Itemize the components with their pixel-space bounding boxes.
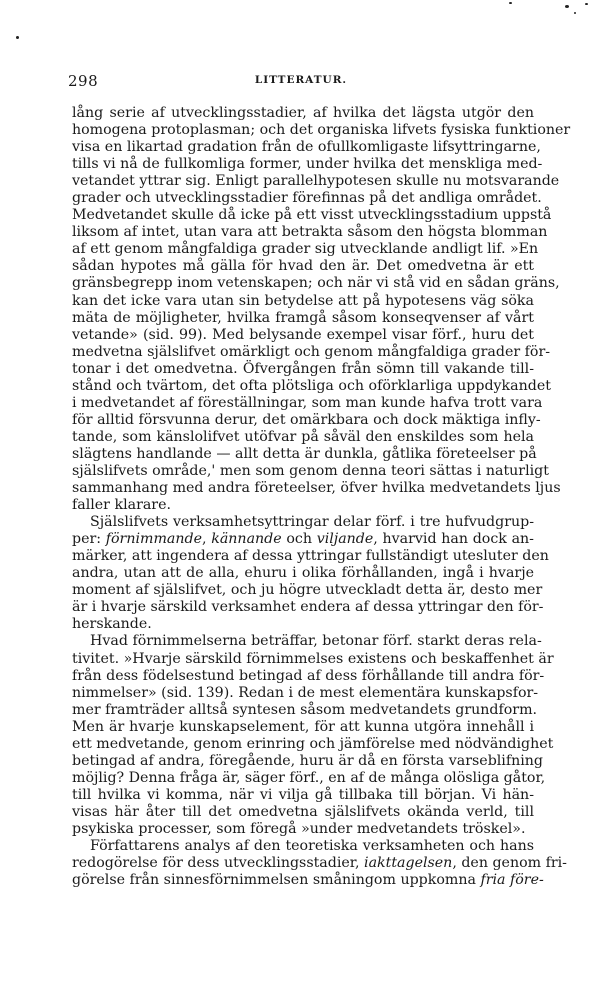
text-line: tivitet. »Hvarje särskild förnimmelses existens och beskaffenhet är — [72, 650, 554, 667]
text-line: i medvetandet af föreställningar, som man kunde hafva trott vara — [72, 394, 543, 411]
page-header — [68, 72, 534, 92]
text-line: liksom af intet, utan vara att betrakta såsom den högsta blomman — [72, 224, 548, 241]
text-line: vetandet yttrar sig. Enligt parallelhypotesen skulle nu motsvarande — [72, 173, 560, 190]
text-line-mixed — [72, 855, 567, 872]
text-line: Författarens analys af den teoretiska verksamheten och hans — [90, 838, 534, 855]
text-line: tills vi nå de fullkomliga former, under hvilka det menskliga med- — [72, 156, 543, 173]
running-head: LITTERATUR. — [254, 74, 348, 86]
text-line-mixed — [72, 872, 544, 889]
text-line: nimmelser» (sid. 139). Redan i de mest elementära kunskapsfor- — [72, 684, 539, 701]
text-line: stånd och tvärtom, det ofta plötsliga och oförklarliga uppdykandet — [72, 377, 551, 394]
text-segment: görelse från sinnesförnimmelsen småningom uppkomna — [72, 872, 481, 889]
text-line: tonar i det omedvetna. Öfvergången från sömn till vakande till- — [72, 360, 534, 377]
text-line: gränsbegrepp inom vetenskapen; och när vi stå vid en sådan gräns, — [72, 275, 560, 292]
text-line: kan det icke vara utan sin betydelse att på hypotesens väg söka — [72, 292, 534, 309]
text-segment: , — [202, 531, 212, 548]
ink-speck — [16, 36, 19, 39]
text-line: slägtens handlande — allt detta är dunkla, gåtlika företeelser på — [72, 445, 537, 462]
text-line: ett medvetande, genom erinring och jämförelse med nödvändighet — [72, 735, 554, 752]
text-line: homogena protoplasman; och det organiska lifvets fysiska funktioner — [72, 122, 571, 139]
text-segment: redogörelse för dess utvecklingsstadier, — [72, 855, 365, 872]
page-number: 298 — [68, 72, 99, 90]
text-line: möjlig? Denna fråga är, säger förf., en af de många olösliga gåtor, — [72, 769, 546, 786]
text-line: mer framträder alltså syntesen såsom medvetandets grundform. — [72, 701, 538, 718]
text-line: af ett genom mångfaldiga grader sig utvecklande andligt lif. »En — [72, 241, 539, 258]
text-line: sammanhang med andra företeelser, öfver hvilka medvetandets ljus — [72, 480, 561, 497]
ink-speck — [565, 5, 569, 8]
text-line: från dess födelsestund betingad af dess förhållande till andra för- — [72, 667, 545, 684]
italic-term: kännande — [211, 531, 282, 548]
italic-term: viljande — [316, 531, 374, 548]
text-line: faller klarare. — [72, 497, 171, 514]
text-segment: , den genom fri- — [452, 855, 567, 872]
text-line: Men är hvarje kunskapselement, för att kunna utgöra innehåll i — [72, 718, 534, 735]
text-line: lång serie af utvecklingsstadier, af hvilka det lägsta utgör den — [72, 105, 534, 121]
text-line: märker, att ingendera af dessa yttringar fullständigt utesluter den — [72, 548, 549, 565]
italic-term: iakttagelsen — [364, 855, 453, 872]
italic-term: förnimmande — [105, 531, 202, 548]
text-line: för alltid försvunna derur, det omärkbara och dock mäktiga infly- — [72, 411, 541, 428]
text-line: grader och utvecklingsstadier förefinnas på det andliga området. — [72, 190, 542, 207]
italic-term: fria före- — [480, 872, 544, 889]
text-line: visa en likartad gradation från de ofullkomligaste lifsyttringarne, — [72, 139, 541, 156]
text-line: vetande» (sid. 99). Med belysande exempel visar förf., huru det — [72, 326, 534, 343]
text-segment: och — [281, 531, 317, 548]
ink-speck — [585, 3, 588, 5]
text-line: är i hvarje särskild verksamhet endera af dessa yttringar den för- — [72, 599, 544, 616]
text-line: betingad af andra, föregående, huru är då en första varseblifning — [72, 752, 543, 769]
body-text — [72, 105, 571, 889]
text-line: Medvetandet skulle då icke på ett visst utvecklingsstadium uppstå — [72, 207, 552, 224]
text-line: andra, utan att de alla, ehuru i olika förhållanden, ingå i hvarje — [72, 565, 534, 582]
text-line: tande, som känslolifvet utöfvar på såväl den enskildes som hela — [72, 428, 534, 445]
text-line: till hvilka vi komma, när vi vilja gå tillbaka till början. Vi hän- — [72, 786, 534, 803]
text-line: herskande. — [72, 616, 152, 633]
text-segment: , hvarvid han dock an- — [373, 531, 534, 548]
text-segment: per: — [72, 531, 106, 548]
text-line: sådan hypotes må gälla för hvad den är. Det omedvetna är ett — [72, 258, 534, 275]
ink-speck — [574, 12, 576, 14]
text-line: visas här åter till det omedvetna själslifvets okända verld, till — [72, 803, 534, 820]
ink-speck — [509, 2, 512, 4]
text-line: medvetna själslifvet omärkligt och genom mångfaldiga grader för- — [72, 343, 551, 360]
text-line: psykiska processer, som föregå »under medvetandets tröskel». — [72, 820, 526, 837]
text-line: mäta de möjligheter, hvilka framgå såsom konseqvenser af vårt — [72, 309, 534, 326]
text-line: Hvad förnimmelserna beträffar, betonar förf. starkt deras rela- — [90, 633, 542, 650]
text-line: moment af själslifvet, och ju högre utveckladt detta är, desto mer — [72, 582, 543, 599]
text-line: själslifvets område,' men som genom denna teori sättas i naturligt — [72, 462, 549, 479]
text-line-mixed — [72, 531, 534, 548]
text-line: Själslifvets verksamhetsyttringar delar förf. i tre hufvudgrup- — [90, 514, 534, 531]
